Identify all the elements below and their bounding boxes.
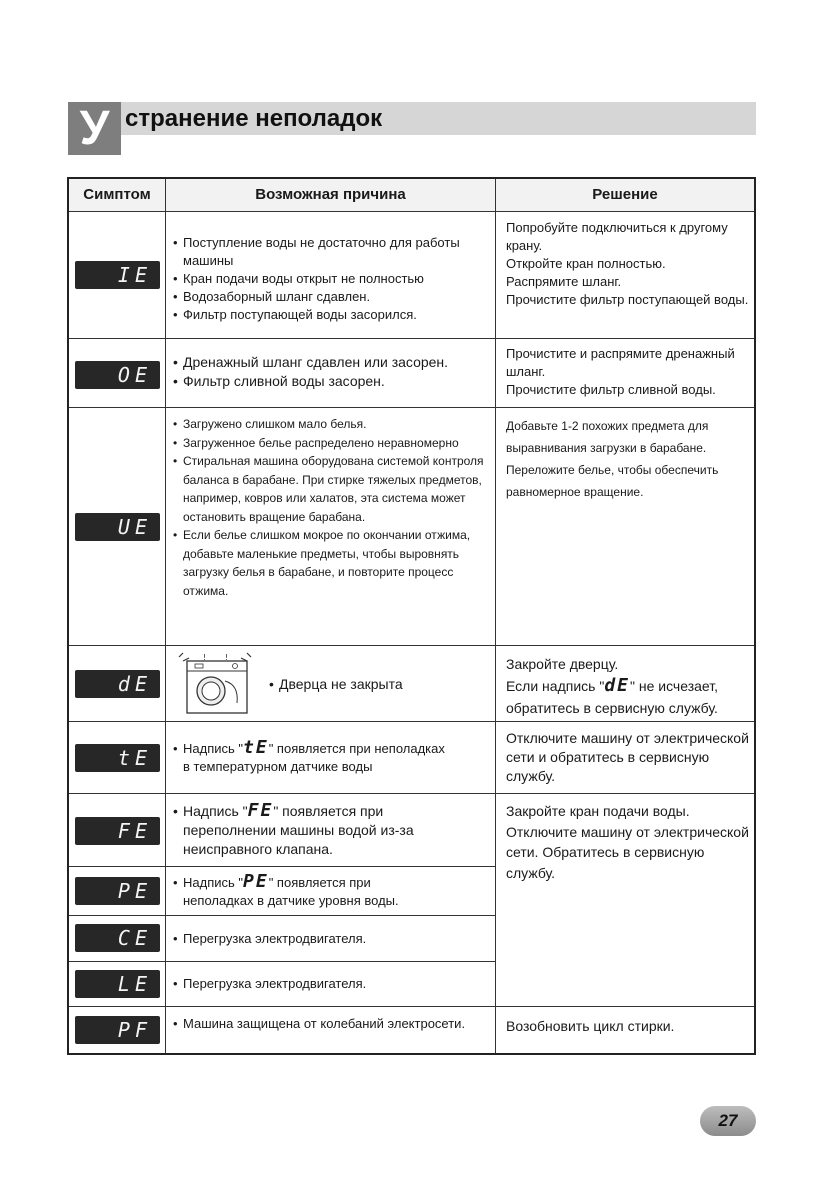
inline-code-fe: FE — [247, 800, 274, 821]
cause-item: • Машина защищена от колебаний электросети. — [173, 1015, 491, 1033]
row-divider — [69, 793, 754, 794]
display-code-te: tE — [75, 744, 160, 772]
page-number: 27 — [700, 1106, 756, 1136]
cause-item: • Поступление воды не достаточно для работы машины — [173, 234, 489, 270]
solution-line: Откройте кран полностью. — [506, 256, 666, 271]
display-code-ce: CE — [75, 924, 160, 952]
display-code-pe: PE — [75, 877, 160, 905]
display-code-le: LE — [75, 970, 160, 998]
solution-line: Добавьте 1-2 похожих предмета для выравнивания загрузки в барабане. — [506, 419, 709, 455]
page-title: странение неполадок — [125, 105, 383, 132]
cause-item: • Перегрузка электродвигателя. — [173, 930, 491, 948]
row-divider — [69, 961, 496, 962]
display-code-oe: OE — [75, 361, 160, 389]
cause-item: • Загруженное белье распределено неравномерно — [173, 434, 491, 453]
svg-text:!: ! — [225, 653, 229, 662]
cause-item: • Надпись "tE" появляется при неполадках — [173, 739, 491, 758]
column-divider — [495, 179, 496, 1053]
solution-line: Прочистите фильтр сливной воды. — [506, 382, 716, 397]
solution-cell-pf: Возобновить цикл стирки. — [506, 1018, 675, 1034]
solution-line: Закройте кран подачи воды. — [506, 803, 690, 819]
solution-cell-oe — [506, 345, 752, 399]
cause-item-continued: неполадках в датчике уровня воды. — [183, 893, 399, 908]
cause-cell-le — [173, 975, 491, 993]
cause-item: • Фильтр поступающей воды засорился. — [173, 306, 489, 324]
row-divider — [69, 915, 496, 916]
solution-cell-te: Отключите машину от электрической сети и обратитесь в сервисную службу. — [506, 730, 749, 784]
svg-text:!: ! — [203, 653, 207, 662]
cause-item: • Если белье слишком мокрое по окончании отжима, добавьте маленькие предметы, чтобы выровнять загрузку белья в барабане, и повторите процесс отжима. — [173, 526, 491, 600]
cause-item: • Загружено слишком мало белья. — [173, 415, 491, 434]
display-code-pf: PF — [75, 1016, 160, 1044]
solution-line: Закройте дверцу. — [506, 656, 619, 672]
display-code-ue: UE — [75, 513, 160, 541]
troubleshooting-table — [67, 177, 756, 1055]
display-code-de: dE — [75, 670, 160, 698]
cause-cell-te — [173, 739, 491, 776]
cause-item: • Стиральная машина оборудована системой контроля баланса в барабане. При стирке тяжелых предметов, например, ковров или халатов, эта система может остановить вращение барабана. — [173, 452, 491, 526]
solution-cell-de — [506, 653, 752, 719]
solution-line: Прочистите фильтр поступающей воды. — [506, 292, 749, 307]
row-divider — [69, 338, 754, 339]
row-divider — [69, 645, 754, 646]
display-code-ie: IE — [75, 261, 160, 289]
washing-machine-open-door-icon — [173, 651, 261, 715]
inline-code-pe: PE — [243, 871, 269, 892]
cause-item: • Надпись "PE" появляется при — [173, 873, 491, 892]
solution-line: обратитесь в сервисную службу. — [506, 700, 718, 716]
cause-item: • Водозаборный шланг сдавлен. — [173, 288, 489, 306]
solution-line: Попробуйте подключиться к другому крану. — [506, 220, 728, 253]
cause-cell-pf — [173, 1015, 491, 1033]
row-divider — [69, 407, 754, 408]
header-cause: Возможная причина — [166, 179, 495, 211]
cause-cell-ce — [173, 930, 491, 948]
row-divider — [69, 211, 754, 212]
solution-line: Отключите машину от электрической сети. Обратитесь в сервисную службу. — [506, 823, 749, 881]
title-initial-letter: У — [68, 102, 121, 155]
cause-item: • Перегрузка электродвигателя. — [173, 975, 491, 993]
inline-code-de: dE — [604, 675, 630, 696]
cause-cell-pe — [173, 873, 491, 910]
header-symptom: Симптом — [69, 179, 165, 211]
solution-line: Распрямите шланг. — [506, 274, 622, 289]
cause-item: • Надпись "FE" появляется при — [173, 801, 491, 821]
solution-line: Если надпись "dE" не исчезает, — [506, 675, 718, 696]
solution-line: Прочистите и распрямите дренажный шланг. — [506, 346, 735, 379]
row-divider — [69, 721, 754, 722]
solution-cell-shared — [506, 801, 752, 883]
solution-cell-ie — [506, 219, 752, 309]
cause-item: • Фильтр сливной воды засорен. — [173, 372, 491, 391]
cause-cell-fe — [173, 801, 491, 859]
inline-code-te: tE — [243, 737, 269, 758]
cause-cell-ie — [173, 234, 489, 324]
cause-cell-oe — [173, 353, 491, 391]
solution-line: Переложите белье, чтобы обеспечить равномерное вращение. — [506, 463, 719, 499]
row-divider — [69, 1006, 754, 1007]
cause-item: • Кран подачи воды открыт не полностью — [173, 270, 489, 288]
column-divider — [165, 179, 166, 1053]
cause-item-continued: переполнении машины водой из-за неисправного клапана. — [183, 822, 414, 857]
cause-cell-ue — [173, 415, 491, 600]
solution-cell-ue — [506, 415, 752, 503]
cause-item-continued: в температурном датчике воды — [183, 759, 373, 774]
display-code-fe: FE — [75, 817, 160, 845]
cause-item: • Дренажный шланг сдавлен или засорен. — [173, 353, 491, 372]
header-solution: Решение — [496, 179, 754, 211]
cause-item: • Дверца не закрыта — [269, 675, 489, 694]
cause-cell-de — [269, 675, 489, 694]
row-divider — [69, 866, 496, 867]
